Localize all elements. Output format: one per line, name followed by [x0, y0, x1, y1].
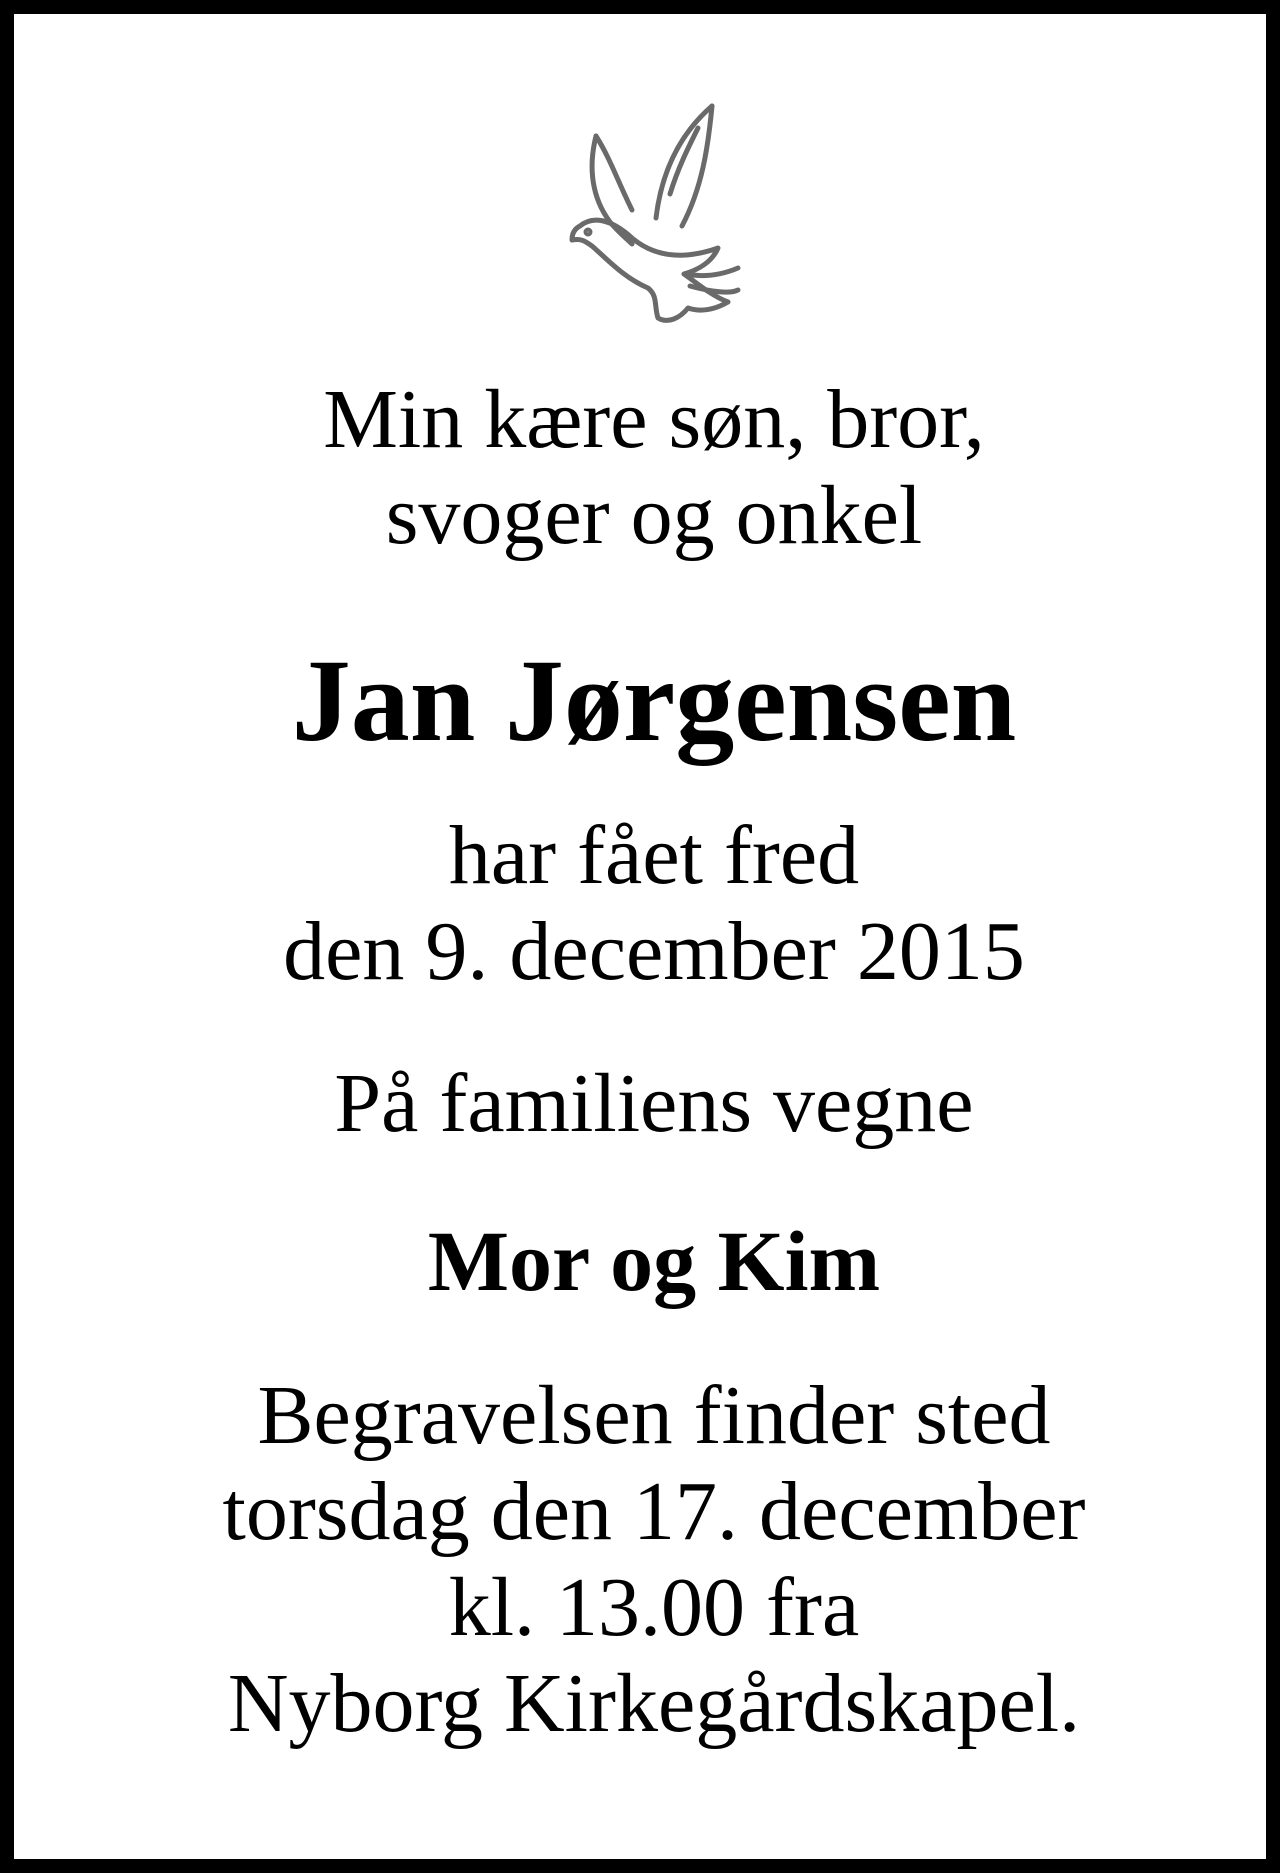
passing-line-1: har fået fred	[448, 809, 860, 902]
on-behalf-line: På familiens vegne	[334, 1057, 974, 1150]
passing-date: den 9. december 2015	[283, 905, 1025, 998]
signers: Mor og Kim	[427, 1213, 881, 1309]
intro-line-1: Min kære søn, bror,	[323, 373, 985, 466]
funeral-line-3: kl. 13.00 fra	[448, 1561, 860, 1654]
funeral-line-4: Nyborg Kirkegårdskapel.	[227, 1657, 1081, 1750]
deceased-name: Jan Jørgensen	[291, 635, 1017, 766]
dove-icon	[562, 98, 744, 328]
funeral-line-1: Begravelsen finder sted	[257, 1369, 1051, 1462]
intro-line-2: svoger og onkel	[385, 469, 923, 562]
funeral-line-2: torsdag den 17. december	[222, 1465, 1086, 1558]
